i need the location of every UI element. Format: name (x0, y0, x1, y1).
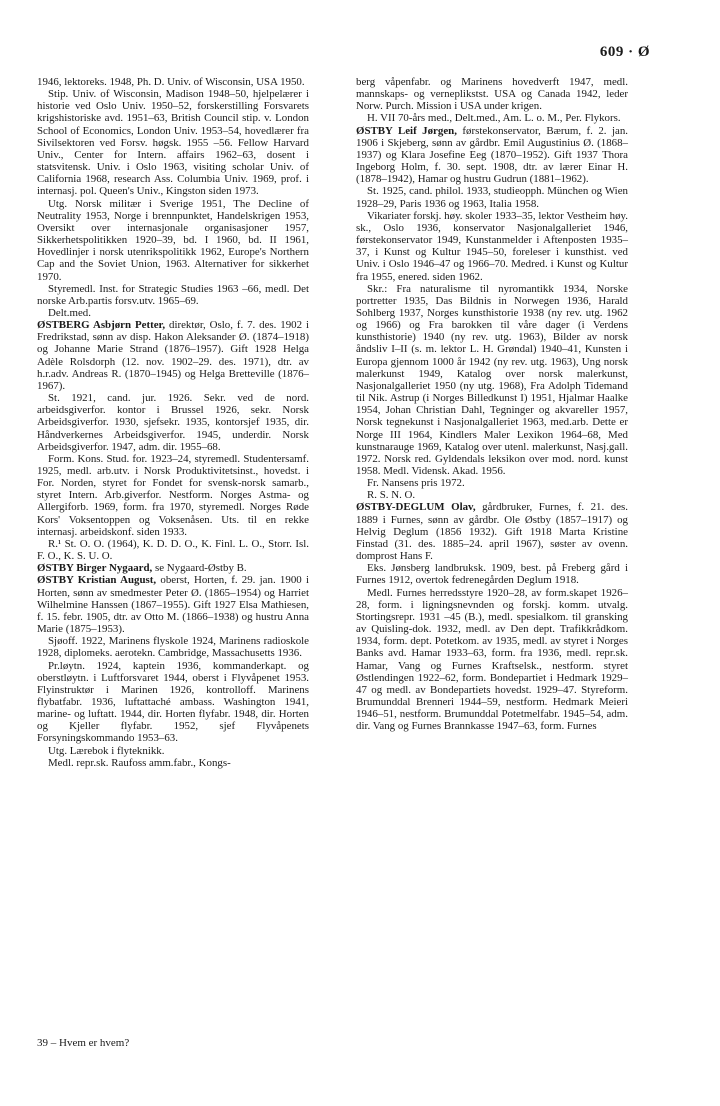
paragraph-text: Sjøoff. 1922, Marinens flyskole 1924, Marinens radioskole 1928, diplomeks. aerotekn. Cambridge, Massachusetts 1936. (37, 635, 309, 660)
paragraph-text: Eks. Jønsberg landbruksk. 1909, best. på Freberg gård i Furnes 1912, overtok fedrenegården Deglum 1918. (356, 562, 628, 587)
paragraph-text: Vikariater forskj. høy. skoler 1933–35, lektor Vestheim høy. sk., Oslo 1936, konservator Nasjonalgalleriet 1946, førstekonservator 1949, Kunstanmelder i Aftenposten 1935–37, i Kunst og Kultur 1945–50, foreleser i kunsthist. ved Univ. i Oslo 1946–47 og 1966–70. Medred. i Kunst og Kultur fra 1955, enered. siden 1962. (356, 209, 628, 283)
paragraph-text: H. VII 70-års med., Delt.med., Am. L. o. M., Per. Flykors. (367, 112, 621, 125)
paragraph-text: Utg. Lærebok i flyteknikk. (48, 744, 165, 757)
left-column (37, 76, 309, 769)
paragraph-text: gårdbruker, Furnes, f. 21. des. 1889 i Furnes, sønn av gårdbr. Ole Østby (1857–1917) og Helvig Deglum (1856 1932). Gift 1918 Marta Kristine Finstad (31. des. 1885–24. april 1967), søster av ovenn. domprost Hans F. (356, 501, 628, 563)
entry-headword: ØSTBERG Asbjørn Petter, (37, 319, 166, 332)
entry-paragraph (37, 574, 309, 635)
right-column (356, 76, 628, 732)
text-paragraph (37, 660, 309, 745)
paragraph-text: St. 1921, cand. jur. 1926. Sekr. ved de nord. arbeidsgiverfor. kontor i Brussel 1926, sekr. Norsk Arbeidsgiverfor. 1930, sjefsekr. 1935, kontorsjef 1935, dir. Håndverkernes Arbeidsgiverfor. 1945, underdir. Norsk Arbeidsgiverfor. 1947, adm. dir. 1955–68. (37, 392, 309, 453)
paragraph-text: Form. Kons. Stud. for. 1923–24, styremedl. Studentersamf. 1925, medl. arb.utv. i Norsk Produktivitetsinst., hovedst. i For. Norden, styret for Fondet for svensk-norsk samarb., styret Intern. Arb.giverfor. Nestform. Norges Astma- og Allergiforb. 1969, form. fra 1970, styremedl. Norges Røde Kors' Voksentoppen og Voksenåsen. Uts. til en rekke internasj. arbeidskonf. siden 1933. (37, 452, 309, 538)
text-paragraph (356, 477, 628, 489)
entry-headword: ØSTBY Birger Nygaard, (37, 562, 153, 575)
text-paragraph (37, 76, 309, 88)
entry-paragraph (37, 319, 309, 392)
paragraph-text: Utg. Norsk militær i Sverige 1951, The Decline of Neutrality 1953, Norge i brennpunktet, Handelskrigen 1953, Oversikt over internasjonale organisasjoner 1957, Sikkerhetspolitikken 1920–39, bd. I 1960, bd. II 1961, Hovedlinjer i norsk utenrikspolitikk 1962, Europe's Northern Cap and the Soviet Union, 1963. Alternativer for sikkerhet 1970. (37, 197, 309, 283)
text-paragraph (356, 76, 628, 112)
paragraph-text: førstekonservator, Bærum, f. 2. jan. 1906 i Skjeberg, sønn av gårdbr. Emil Augustinius Ø. (1868–1937) og Klara Josefine Eeg (1870–1952). Gift 1937 Thora Ingeborg Holm, f. 30. sept. 1908, dtr. av lærer Einar H. (1878–1942), Hamar og hustru Gudrun (1881–1962). (356, 124, 628, 186)
entry-headword: ØSTBY Leif Jørgen, (356, 124, 457, 137)
text-paragraph (37, 88, 309, 197)
paragraph-text: Medl. repr.sk. Raufoss amm.fabr., Kongs- (48, 756, 231, 769)
text-paragraph (37, 392, 309, 453)
paragraph-text: St. 1925, cand. philol. 1933, studieopph. München og Wien 1928–29, Paris 1936 og 1963, Italia 1958. (356, 185, 628, 210)
text-paragraph (356, 587, 628, 733)
text-paragraph (37, 307, 309, 319)
text-paragraph (356, 283, 628, 478)
text-paragraph (37, 453, 309, 538)
text-paragraph (37, 283, 309, 307)
paragraph-text: Styremedl. Inst. for Strategic Studies 1963 –66, medl. Det norske Arb.partis forsv.utv. 1965–69. (37, 282, 309, 307)
entry-paragraph (356, 501, 628, 562)
paragraph-text: Medl. Furnes herredsstyre 1920–28, av form.skapet 1926–28, form. i ligningsnevnden og forskj. komm. utvalg. Stortingsrepr. 1931 –45 (B.), medl. spesialkom. til gransking av Quisling-dok. 1932, medl. av Den dept. Trafikkrådkom. 1934, form. dept. Potetkom. av 1935, medl. av styret i Norges Banks avd. Hamar 1933–63, form. fra 1936, medl. repr.sk. Hamar, Vang og Furnes Kraftselsk., nestform. styret Østlendingen 1922–62, form. Bondepartiet i Hedmark 1929–47 og medl. av Bondepartiets hovedst. 1929–47. Styreform. Brumunddal Brenneri 1944–59, nestform. Hedmark Meieri 1946–51, nestform. Brumunddal Potetmelfabr. 1945–54, adm. dir. Vang og Furnes Brannkasse 1947–63, form. Furnes (356, 586, 628, 733)
entry-headword: ØSTBY-DEGLUM Olav, (356, 501, 476, 514)
text-paragraph (356, 562, 628, 586)
paragraph-text: 1946, lektoreks. 1948, Ph. D. Univ. of Wisconsin, USA 1950. (37, 76, 305, 88)
text-paragraph (356, 489, 628, 501)
page-header: 609 · Ø (599, 44, 650, 60)
paragraph-text: direktør, Oslo, f. 7. des. 1902 i Fredrikstad, sønn av disp. Hakon Aleksander Ø. (1874–1918) og Johanne Marie Strand (1876–1957). Gift 1928 Helga Adèle Rolsdorph (12. nov. 1902–29. des. 1971), dtr. av h.r.adv. Andreas R. (1870–1945) og Helga Bretteville (1876–1967). (37, 319, 309, 392)
text-paragraph (37, 745, 309, 757)
text-paragraph (356, 112, 628, 124)
text-paragraph (356, 185, 628, 209)
text-paragraph (37, 538, 309, 562)
paragraph-text: oberst, Horten, f. 29. jan. 1900 i Horten, sønn av smedmester Peter Ø. (1865–1954) og Harriet Wilhelmine Hanssen (1867–1955). Gift 1927 Elsa Mathiesen, f. 15. febr. 1905, dtr. av Otto M. (1866–1938) og hustru Anna Marie (1875–1953). (37, 574, 309, 636)
entry-paragraph (37, 562, 309, 574)
entry-paragraph (356, 125, 628, 186)
paragraph-text: se Nygaard-Østby B. (152, 562, 247, 575)
paragraph-text: Pr.løytn. 1924, kaptein 1936, kommanderkapt. og oberstløytn. i Luftforsvaret 1944, oberst i Flyvåpenet 1953. Flyinstruktør i Marinen 1926, kontrolloff. Marinens flybatfabr. 1936, luftattaché ambass. Washington 1941, marine- og luftatt. 1944, dir. Horten flyfabr. 1948, dir. Horten og Kjeller flyfabr. 1952, sjef Flyvåpenets Forsyningskommando 1953–63. (37, 659, 309, 745)
text-paragraph (356, 210, 628, 283)
paragraph-text: R.¹ St. O. O. (1964), K. D. D. O., K. Finl. L. O., Storr. Isl. F. O., K. S. U. O. (37, 537, 309, 563)
paragraph-text: R. S. N. O. (367, 489, 416, 502)
page-footer: 39 – Hvem er hvem? (37, 1037, 130, 1049)
paragraph-text: Delt.med. (48, 306, 91, 319)
entry-headword: ØSTBY Kristian August, (37, 574, 157, 587)
text-paragraph (37, 198, 309, 283)
paragraph-text: Skr.: Fra naturalisme til nyromantikk 1934, Norske portretter 1935, Das Bildnis in Norwegen 1936, Harald Sohlberg 1937, Norges kunsthistorie 1938 (ny rev. utg. 1962 og 1966) og Fra barokken til våre dager (i Verdens kunsthistorie) 1940 (ny rev. utg. 1963), Bilder av norsk åndsliv I–II (s. m. lektor L. H. Grøndal) 1940–41, Kunsten i Europa gjennom 1000 år 1942 (ny rev. utg. 1963), Ung norsk malerkunst 1949, Katalog over norsk malerkunst, Nasjonalgalleriet 1950 (ny utg. 1968), Fra Adolph Tidemand til Nik. Astrup (i Norges Billedkunst I) 1951, Hjalmar Haalke 1954, Johan Christian Dahl, Tegninger og akvareller 1957, Norsk tegnekunst i Nasjonalgalleriet 1963, med.arb. Dette er Norge III 1964, Kindlers Maler Lexikon 1964–68, Med kunstnarauge 1969, Katalog over utenl. malerkunst, Nasj.gall. 1972. Norsk red. Gyldendals leksikon over mod. nord. kunst 1958. Medl. Vidensk. Akad. 1956. (356, 282, 628, 477)
paragraph-text: berg våpenfabr. og Marinens hovedverft 1947, medl. mannskaps- og verneplikstst. USA og Canada 1942, leder Norw. Purch. Mission i USA under krigen. (356, 76, 628, 113)
paragraph-text: Fr. Nansens pris 1972. (367, 477, 465, 490)
paragraph-text: Stip. Univ. of Wisconsin, Madison 1948–50, hjelpelærer i historie ved Oslo Univ. 1950–52, forskerstilling Forsvarets krigshistoriske avd. 1951–63, British Council stip. v. London School of Economics, London Univ. 1953–54, hovedlærer fra Sivilsektoren ved Forsv. høgsk. 1955 –56. Fellow Harvard Univ., Center for Intern. affairs 1962–63, dosent i statsvitensk. Univ. i Oslo 1963, visiting scholar Univ. of California 1968, research Ass. Columbia Univ. 1969, prof. i internasj. pol. Queen's Univ., Kingston siden 1973. (37, 88, 309, 198)
text-paragraph (37, 757, 309, 769)
text-paragraph (37, 635, 309, 659)
